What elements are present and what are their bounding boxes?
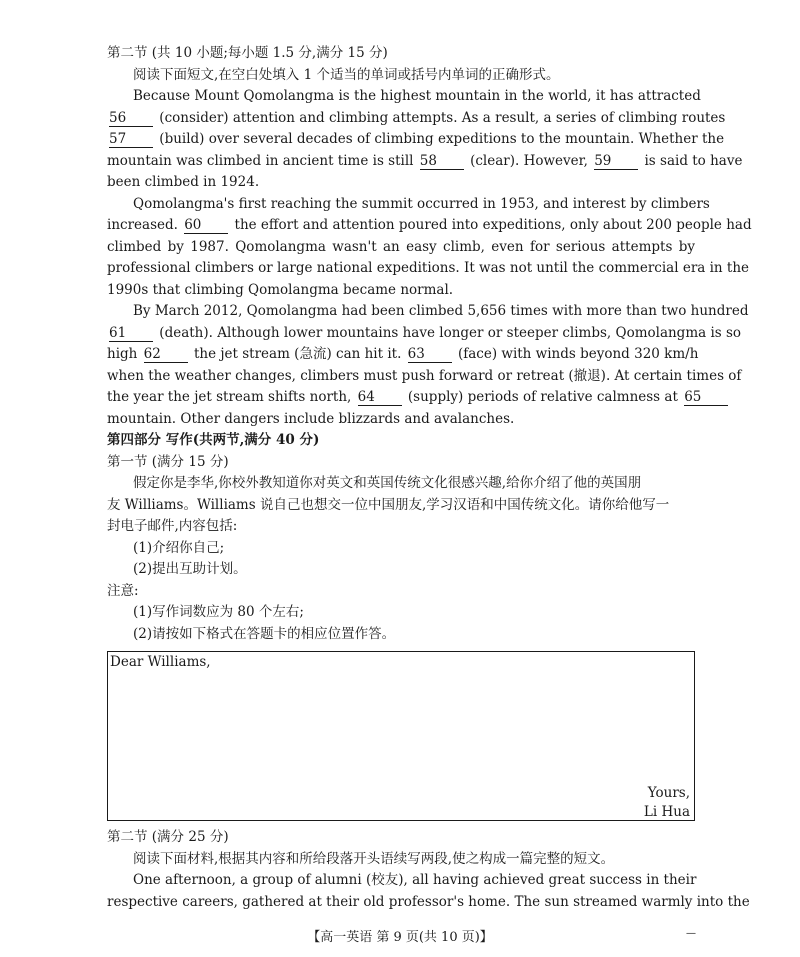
part4-header: 第四部分 写作(共两节,满分 40 分)	[107, 432, 320, 448]
p3-line3-c: the jet stream (急流) can hit it.	[193, 346, 402, 362]
writing1-line5: (2)提出互助计划。	[133, 561, 247, 577]
p1-line4-c: (clear). However,	[470, 152, 588, 169]
writing1-line1: 假定你是李华,你校外教知道你对英文和英国传统文化很感兴趣,给你介绍了他的英国朋	[133, 475, 642, 491]
p2-line5: 1990s that climbing Qomolangma became normal.	[107, 281, 454, 298]
notes-label: 注意:	[107, 582, 139, 599]
footer-mark: —	[686, 928, 696, 939]
blank-59: 59	[594, 154, 638, 170]
p1-line2	[107, 108, 726, 130]
writing1-line4: (1)介绍你自己;	[133, 539, 225, 556]
p1-line1: Because Mount Qomolangma is the highest mountain in the world, it has attracted	[133, 88, 701, 104]
writing2-header: 第二节 (满分 25 分)	[107, 829, 229, 845]
blank-61: 61	[109, 326, 153, 342]
p3-line2	[107, 323, 742, 345]
note-1: (1)写作词数应为 80 个左右;	[133, 604, 304, 620]
letter-closing: Yours,	[647, 785, 690, 801]
blank-58: 58	[420, 154, 464, 170]
p1-line3	[107, 129, 725, 151]
blank-56: 56	[109, 111, 153, 127]
writing2-instruction: 阅读下面材料,根据其内容和所给段落开头语续写两段,使之构成一篇完整的短文。	[133, 850, 615, 867]
p3-line3-d: (face) with winds beyond 320 km/h	[457, 346, 699, 362]
writing2-line1: One afternoon, a group of alumni (校友), all having achieved great success in their	[133, 872, 697, 888]
p1-line4-a: mountain was climbed in ancient time is still	[107, 152, 414, 169]
p3-line3	[107, 344, 699, 366]
footer-page-number: 【高一英语 第 9 页(共 10 页)】	[307, 930, 493, 945]
p3-line2-text: (death). Although lower mountains have longer or steeper climbs, Qomolangma is so	[159, 324, 742, 341]
writing1-header: 第一节 (满分 15 分)	[107, 453, 229, 470]
p3-line1: By March 2012, Qomolangma had been climbed 5,656 times with more than two hundred	[133, 303, 749, 319]
p3-line5-c: (supply) periods of relative calmness at	[407, 389, 678, 405]
p1-line4-d: is said to have	[644, 152, 743, 169]
writing1-line2: 友 Williams。Williams 说自己也想交一位中国朋友,学习汉语和中国传统文化。请你给他写一	[107, 496, 670, 513]
blank-64: 64	[358, 390, 402, 406]
p3-line5-a: the year the jet stream shifts north,	[107, 389, 352, 405]
p2-line4: professional climbers or large national expeditions. It was not until the commercial era in the	[107, 260, 750, 276]
p3-line5	[107, 387, 702, 409]
writing1-line3: 封电子邮件,内容包括:	[107, 518, 238, 534]
section2-instruction: 阅读下面短文,在空白处填入 1 个适当的单词或括号内单词的正确形式。	[133, 66, 560, 83]
blank-60: 60	[184, 218, 228, 234]
p1-line4	[107, 151, 743, 173]
p3-line4: when the weather changes, climbers must push forward or retreat (撤退). At certain times of	[107, 367, 742, 384]
p2-line2	[107, 215, 752, 237]
page-footer	[0, 926, 800, 945]
blank-65: 65	[684, 390, 728, 406]
letter-signature: Li Hua	[643, 804, 690, 820]
p1-line2-text: (consider) attention and climbing attempts. As a result, a series of climbing routes	[159, 109, 726, 126]
blank-63: 63	[408, 347, 452, 363]
section2-block	[107, 43, 752, 645]
p2-line3: climbed by 1987. Qomolangma wasn't an easy climb, even for serious attempts by	[107, 238, 695, 255]
p2-line1: Qomolangma's first reaching the summit occurred in 1953, and interest by climbers	[133, 195, 710, 212]
p1-line3-text: (build) over several decades of climbing expeditions to the mountain. Whether the	[159, 131, 725, 147]
p2-line2-c: the effort and attention poured into expeditions, only about 200 people had	[234, 217, 752, 233]
letter-answer-box	[107, 651, 695, 821]
p3-line3-a: high	[107, 346, 138, 362]
p1-line5: been climbed in 1924.	[107, 174, 260, 190]
section2-header: 第二节 (共 10 小题;每小题 1.5 分,满分 15 分)	[107, 45, 388, 61]
note-2: (2)请按如下格式在答题卡的相应位置作答。	[133, 625, 396, 642]
writing2-line2: respective careers, gathered at their old professor's home. The sun streamed warmly into the	[107, 893, 750, 910]
p3-line6: mountain. Other dangers include blizzards and avalanches.	[107, 410, 515, 427]
letter-salutation: Dear Williams,	[110, 654, 211, 670]
writing2-block	[107, 827, 750, 913]
p2-line2-a: increased.	[107, 217, 178, 233]
blank-62: 62	[144, 347, 188, 363]
blank-57: 57	[109, 132, 153, 148]
